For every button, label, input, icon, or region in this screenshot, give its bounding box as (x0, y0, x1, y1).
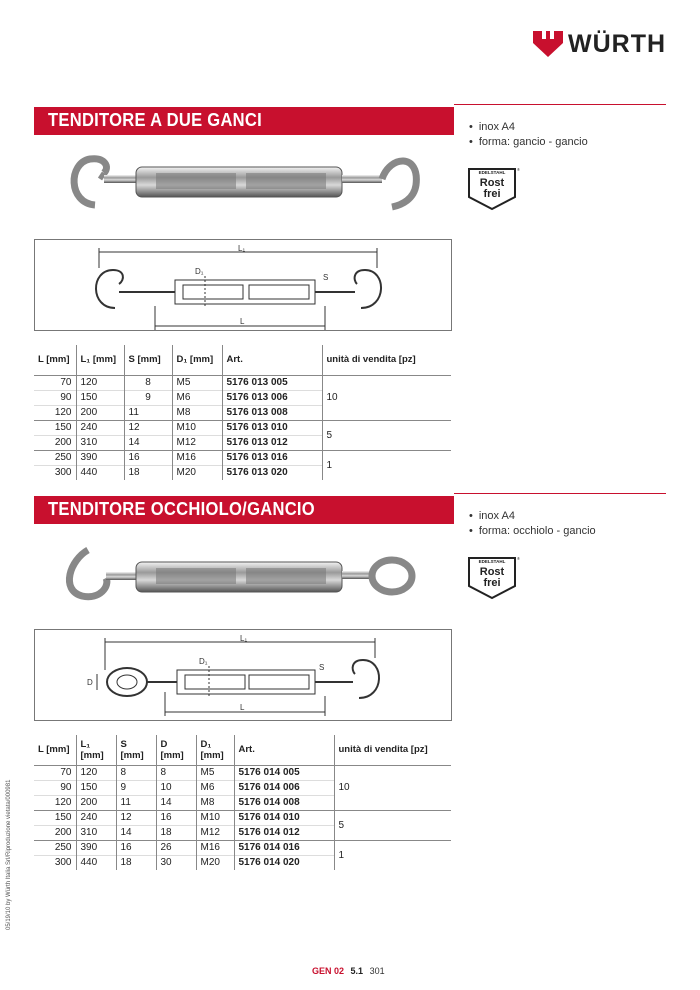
cell: 150 (76, 780, 116, 795)
cell: 200 (76, 405, 124, 420)
section-2-title: TENDITORE OCCHIOLO/GANCIO (48, 499, 315, 519)
col-header: Art. (222, 345, 322, 375)
side-copyright-note: 05/19/10 by Würth Italia Srl/Riproduzione vietata/000981 (6, 779, 12, 930)
cell: M10 (196, 810, 234, 825)
label-l1: L₁ (240, 634, 248, 643)
col-header: Art. (234, 735, 334, 765)
table-row (34, 375, 451, 390)
cell: 5176 014 005 (234, 765, 334, 780)
badge-top-text: EDELSTAHL (478, 559, 506, 564)
cell: 240 (76, 810, 116, 825)
cell: 18 (116, 855, 156, 870)
badge-line2: frei (483, 188, 501, 200)
cell: 30 (156, 855, 196, 870)
table-row (34, 810, 451, 825)
brand-name: WÜRTH (568, 30, 667, 58)
cell: 150 (76, 390, 124, 405)
cell: 9 (116, 780, 156, 795)
cell: 5176 013 006 (222, 390, 322, 405)
cell: 18 (156, 825, 196, 840)
cell: 150 (34, 810, 76, 825)
cell: 120 (34, 405, 76, 420)
cell: M12 (172, 435, 222, 450)
col-header: L₁ [mm] (76, 735, 116, 765)
cell: 390 (76, 450, 124, 465)
product-photo-eye-hook (60, 540, 430, 615)
cell: 10 (156, 780, 196, 795)
cell: 250 (34, 840, 76, 855)
cell: 11 (124, 405, 172, 420)
unit-cell: 10 (322, 375, 451, 420)
section-2-rule (454, 493, 666, 494)
label-s: S (323, 273, 329, 282)
label-l: L (240, 703, 245, 712)
cell: 200 (34, 825, 76, 840)
cell: 5176 013 008 (222, 405, 322, 420)
spec-table-2 (34, 735, 451, 870)
cell: 240 (76, 420, 124, 435)
cell: 5176 013 005 (222, 375, 322, 390)
table-row (34, 765, 451, 780)
cell: 70 (34, 765, 76, 780)
technical-drawing-2 (34, 629, 452, 721)
cell: 70 (34, 375, 76, 390)
cell: M8 (172, 405, 222, 420)
cell: M20 (172, 465, 222, 480)
cell: 12 (116, 810, 156, 825)
col-header: L₁ [mm] (76, 345, 124, 375)
bullet-item: • forma: occhiolo - gancio (469, 524, 596, 539)
badge-line2: frei (483, 577, 501, 589)
footer-page-number: 301 (369, 966, 385, 976)
dimension-drawing-hook-hook (35, 240, 451, 330)
unit-cell: 5 (334, 810, 451, 840)
col-header: S [mm] (124, 345, 172, 375)
cell: 390 (76, 840, 116, 855)
col-header: D [mm] (156, 735, 196, 765)
cell: 12 (124, 420, 172, 435)
cell: 5176 014 010 (234, 810, 334, 825)
technical-drawing-1 (34, 239, 452, 331)
table-row (34, 420, 451, 435)
cell: 5176 013 020 (222, 465, 322, 480)
rost-frei-badge-icon (466, 165, 520, 211)
wurth-logo (532, 29, 672, 59)
label-l: L (240, 317, 245, 326)
bullet-item: • inox A4 (469, 509, 596, 524)
col-header: D₁ [mm] (196, 735, 234, 765)
section-1-rule (454, 104, 666, 105)
unit-cell: 1 (322, 450, 451, 480)
cell: 90 (34, 780, 76, 795)
cell: M8 (196, 795, 234, 810)
cell: 8 (116, 765, 156, 780)
unit-cell: 5 (322, 420, 451, 450)
cell: M6 (172, 390, 222, 405)
cell: M16 (172, 450, 222, 465)
cell: 120 (76, 765, 116, 780)
footer-section: 5.1 (350, 966, 364, 976)
cell: 250 (34, 450, 76, 465)
cell: 8 (124, 375, 172, 390)
cell: 16 (116, 840, 156, 855)
cell: 200 (34, 435, 76, 450)
cell: 5176 014 016 (234, 840, 334, 855)
cell: 90 (34, 390, 76, 405)
section-2-bullets (469, 509, 596, 539)
cell: 14 (156, 795, 196, 810)
cell: 440 (76, 855, 116, 870)
cell: 300 (34, 855, 76, 870)
label-d1: D₁ (195, 267, 204, 276)
spec-table-1 (34, 345, 451, 480)
cell: 8 (156, 765, 196, 780)
section-1-bullets (469, 120, 588, 150)
cell: M16 (196, 840, 234, 855)
cell: M20 (196, 855, 234, 870)
section-2-title-bar (34, 496, 454, 524)
wurth-emblem-icon (532, 29, 564, 59)
cell: 11 (116, 795, 156, 810)
rost-frei-badge-icon (466, 554, 520, 600)
unit-cell: 1 (334, 840, 451, 870)
cell: 5176 014 020 (234, 855, 334, 870)
cell: 9 (124, 390, 172, 405)
cell: 5176 014 008 (234, 795, 334, 810)
cell: 5176 014 012 (234, 825, 334, 840)
col-header: unità di vendita [pz] (334, 735, 451, 765)
col-header: D₁ [mm] (172, 345, 222, 375)
cell: M12 (196, 825, 234, 840)
badge-reg: ® (517, 556, 520, 561)
section-1-title: TENDITORE A DUE GANCI (48, 110, 263, 130)
cell: 200 (76, 795, 116, 810)
dimension-drawing-eye-hook (35, 630, 451, 720)
footer-code: GEN 02 (312, 966, 345, 976)
cell: 5176 014 006 (234, 780, 334, 795)
label-s: S (319, 663, 325, 672)
cell: 26 (156, 840, 196, 855)
label-d1: D₁ (199, 657, 208, 666)
cell: 310 (76, 435, 124, 450)
cell: M10 (172, 420, 222, 435)
cell: 150 (34, 420, 76, 435)
cell: 310 (76, 825, 116, 840)
product-photo-hook-hook (60, 145, 430, 220)
cell: M5 (172, 375, 222, 390)
cell: 5176 013 016 (222, 450, 322, 465)
badge-top-text: EDELSTAHL (478, 170, 506, 175)
badge-reg: ® (517, 167, 520, 172)
cell: 18 (124, 465, 172, 480)
table-row (34, 840, 451, 855)
cell: 120 (34, 795, 76, 810)
cell: 14 (124, 435, 172, 450)
cell: 5176 013 012 (222, 435, 322, 450)
badge-line1: Rost (479, 177, 505, 189)
cell: 120 (76, 375, 124, 390)
badge-line1: Rost (479, 566, 505, 578)
cell: 16 (124, 450, 172, 465)
cell: 440 (76, 465, 124, 480)
col-header: L [mm] (34, 735, 76, 765)
col-header: S [mm] (116, 735, 156, 765)
section-1-title-bar (34, 107, 454, 135)
page-footer (312, 966, 385, 976)
label-l1: L₁ (238, 244, 246, 253)
cell: 5176 013 010 (222, 420, 322, 435)
cell: M5 (196, 765, 234, 780)
bullet-item: • forma: gancio - gancio (469, 135, 588, 150)
cell: M6 (196, 780, 234, 795)
cell: 14 (116, 825, 156, 840)
bullet-item: • inox A4 (469, 120, 588, 135)
col-header: L [mm] (34, 345, 76, 375)
label-d: D (87, 678, 93, 687)
table-row (34, 450, 451, 465)
cell: 16 (156, 810, 196, 825)
col-header: unità di vendita [pz] (322, 345, 451, 375)
cell: 300 (34, 465, 76, 480)
unit-cell: 10 (334, 765, 451, 810)
